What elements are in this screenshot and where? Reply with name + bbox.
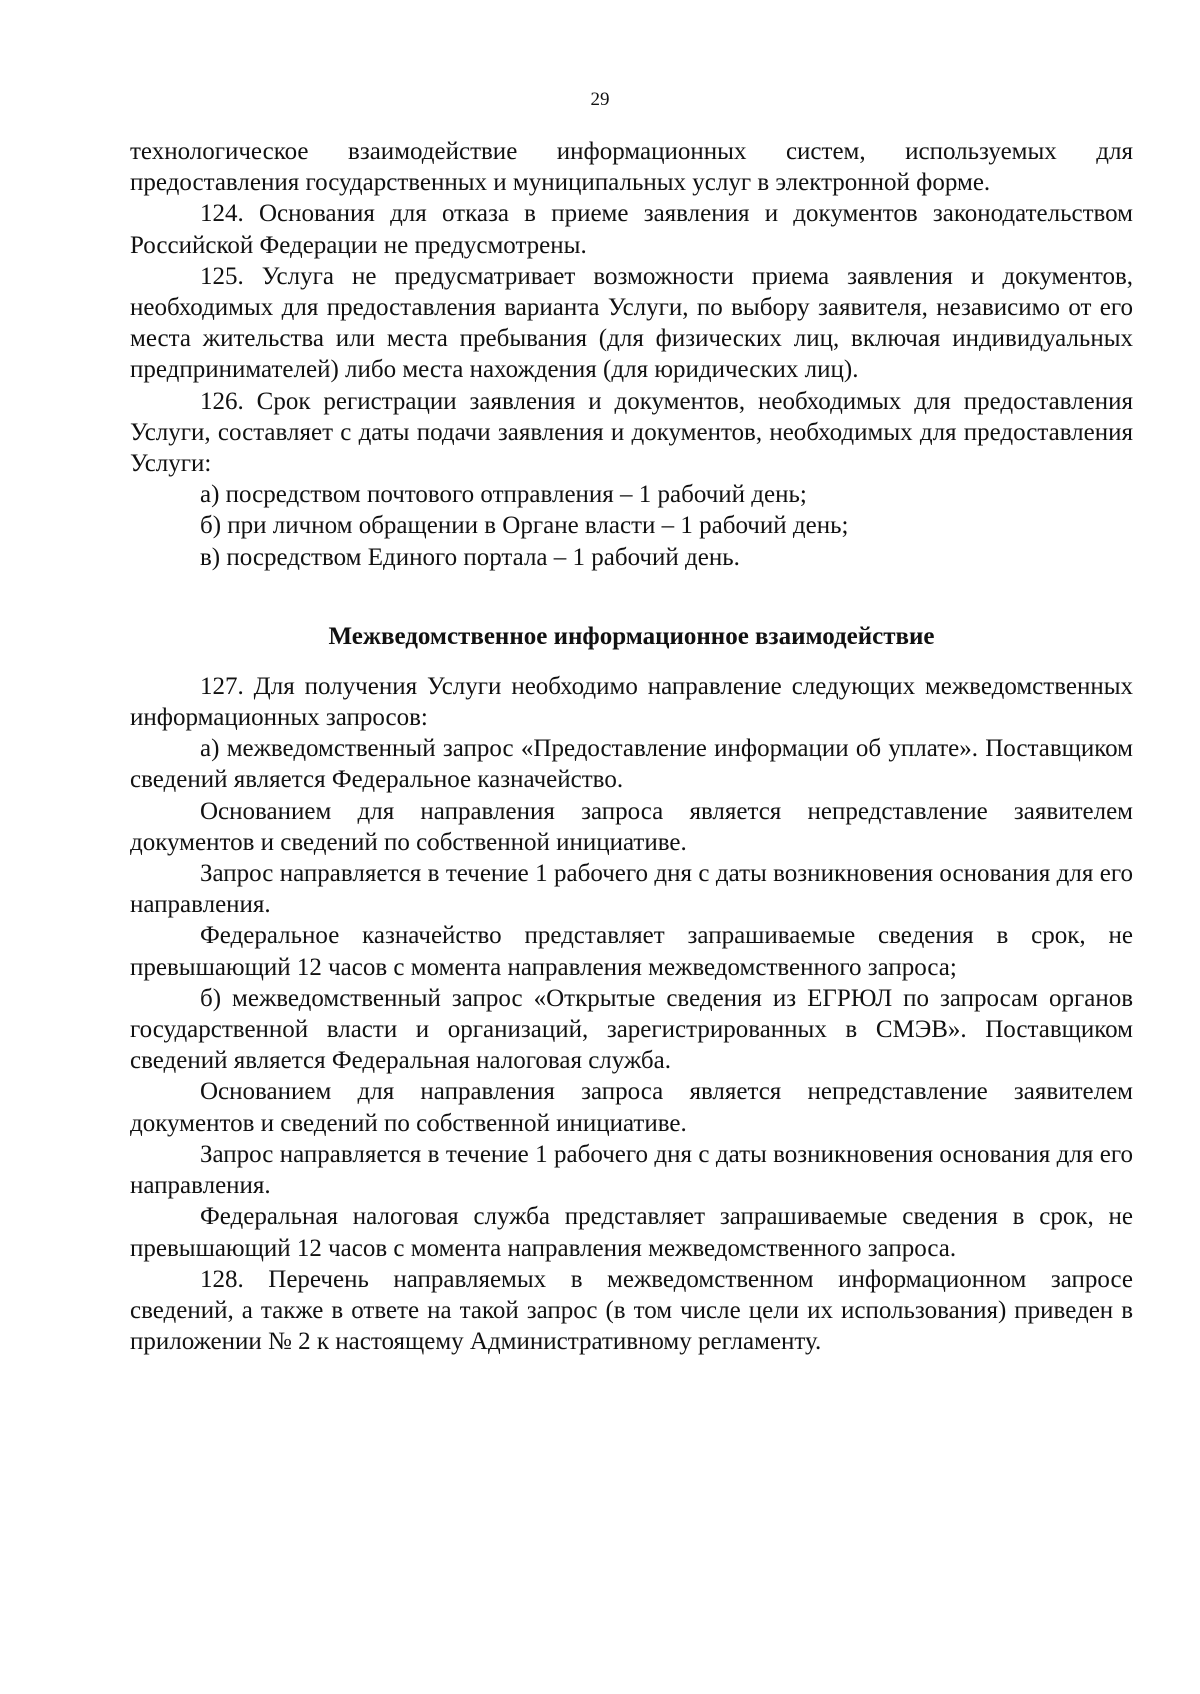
list-item-c: в) посредством Единого портала – 1 рабочий день. bbox=[200, 543, 740, 571]
list-item-a-request: а) межведомственный запрос «Предоставление информации об уплате». Поставщиком сведений является Федеральное казначейство. bbox=[130, 735, 1133, 794]
paragraph-126: 126. Срок регистрации заявления и документов, необходимых для предоставления Услуги, составляет с даты подачи заявления и документов, необходимых для предоставления Услуги: bbox=[130, 387, 1133, 478]
list-item-b: б) при личном обращении в Органе власти – 1 рабочий день; bbox=[200, 512, 849, 540]
page-number: 29 bbox=[590, 89, 610, 110]
paragraph-124: 124. Основания для отказа в приеме заявления и документов законодательством Российской Федерации не предусмотрены. bbox=[130, 200, 1133, 259]
paragraph-tax-response: Федеральная налоговая служба представляет запрашиваемые сведения в срок, не превышающий 12 часов с момента направления межведомственного запроса. bbox=[130, 1203, 1133, 1262]
paragraph-continuation: технологическое взаимодействие информационных систем, используемых для предоставления государственных и муниципальных услуг в электронной форме. bbox=[130, 138, 1133, 197]
paragraph-127: 127. Для получения Услуги необходимо направление следующих межведомственных информационных запросов: bbox=[130, 672, 1133, 732]
paragraph-128: 128. Перечень направляемых в межведомственном информационном запросе сведений, а также в ответе на такой запрос (в том числе цели их использования) приведен в приложении № 2 к настоящему Административному регламенту. bbox=[130, 1265, 1133, 1356]
list-item-b-request: б) межведомственный запрос «Открытые сведения из ЕГРЮЛ по запросам органов государственной власти и организаций, зарегистрированных в СМЭВ». Поставщиком сведений является Федеральная налоговая служба. bbox=[130, 984, 1133, 1075]
paragraph-basis-1: Основанием для направления запроса является непредставление заявителем документов и сведений по собственной инициативе. bbox=[130, 797, 1133, 856]
list-item-a: а) посредством почтового отправления – 1 рабочий день; bbox=[200, 481, 807, 509]
document-body bbox=[130, 136, 1133, 1357]
paragraph-125: 125. Услуга не предусматривает возможности приема заявления и документов, необходимых для предоставления варианта Услуги, по выбору заявителя, независимо от его места жительства или места пребывания (для физических лиц, включая индивидуальных предпринимателей) либо места нахождения (для юридических лиц). bbox=[130, 262, 1133, 384]
paragraph-request-term-1: Запрос направляется в течение 1 рабочего дня с даты возникновения основания для его направления. bbox=[130, 860, 1133, 919]
section-heading: Межведомственное информационное взаимодействие bbox=[328, 622, 935, 650]
paragraph-request-term-2: Запрос направляется в течение 1 рабочего дня с даты возникновения основания для его направления. bbox=[130, 1140, 1133, 1200]
paragraph-treasury-response: Федеральное казначейство представляет запрашиваемые сведения в срок, не превышающий 12 часов с момента направления межведомственного запроса; bbox=[130, 922, 1133, 981]
paragraph-basis-2: Основанием для направления запроса является непредставление заявителем документов и сведений по собственной инициативе. bbox=[130, 1078, 1133, 1137]
